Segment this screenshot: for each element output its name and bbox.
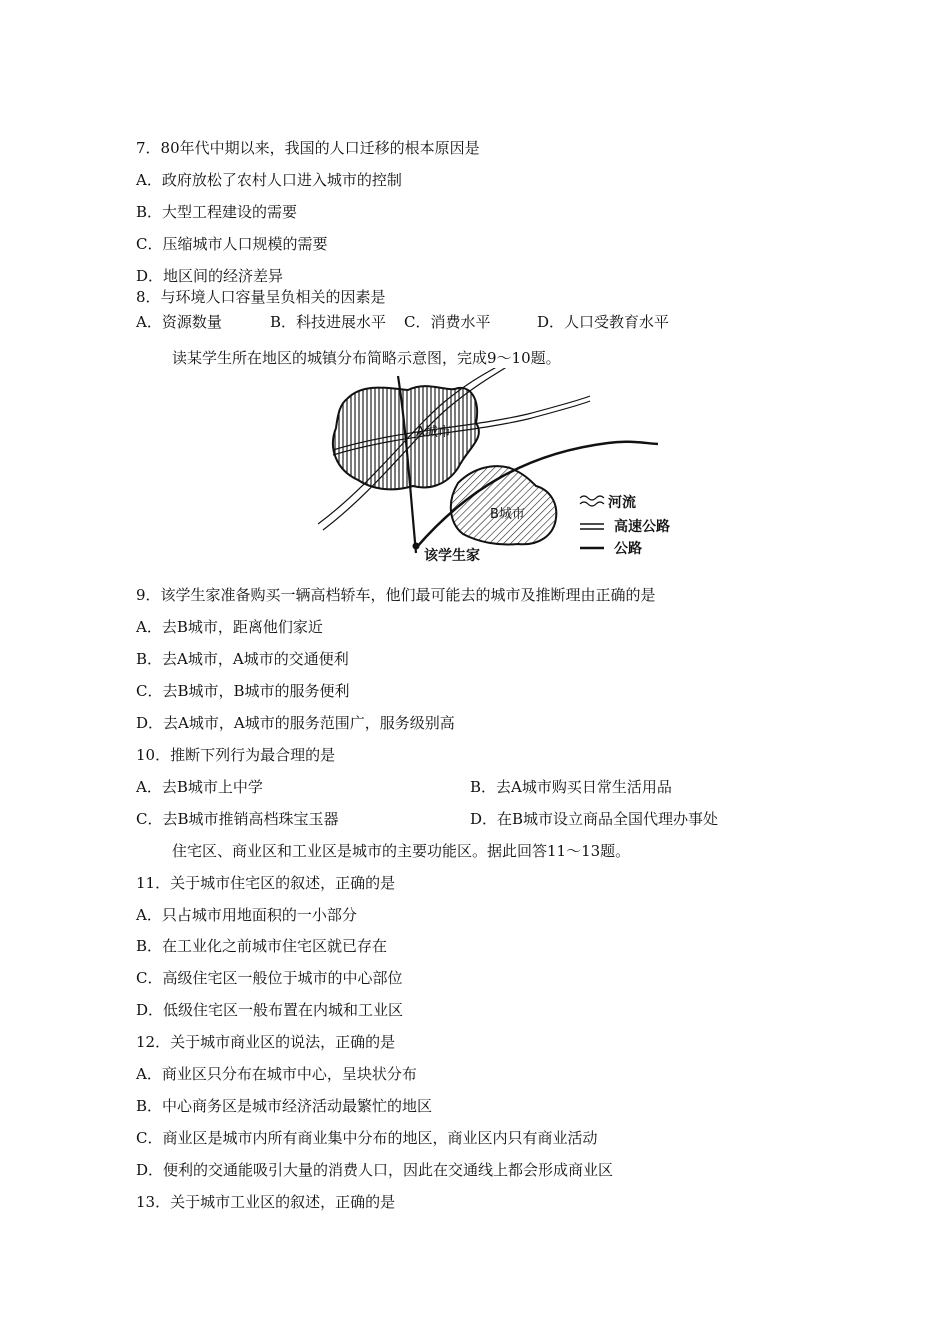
q11-option-b: B．在工业化之前城市住宅区就已存在 bbox=[136, 937, 388, 955]
q11-option-c: C．高级住宅区一般位于城市的中心部位 bbox=[136, 969, 403, 987]
q11-stem: 11．关于城市住宅区的叙述，正确的是 bbox=[136, 874, 396, 892]
city-a-label: A城市 bbox=[416, 425, 451, 440]
q10-option-b: B．去A城市购买日常生活用品 bbox=[470, 778, 672, 796]
q12-option-c: C．商业区是城市内所有商业集中分布的地区，商业区内只有商业活动 bbox=[136, 1129, 598, 1147]
q10-stem: 10．推断下列行为最合理的是 bbox=[136, 746, 336, 764]
q9-option-a: A．去B城市，距离他们家近 bbox=[136, 618, 323, 636]
q7-stem: 7．80年代中期以来，我国的人口迁移的根本原因是 bbox=[136, 139, 480, 157]
q13-stem: 13．关于城市工业区的叙述，正确的是 bbox=[136, 1193, 396, 1211]
q12-option-d: D．便利的交通能吸引大量的消费人口，因此在交通线上都会形成商业区 bbox=[136, 1161, 614, 1179]
q8-option-a: A．资源数量 bbox=[136, 313, 222, 331]
q7-option-d: D．地区间的经济差异 bbox=[136, 267, 284, 285]
city-b-area bbox=[451, 466, 556, 544]
home-dot bbox=[413, 543, 420, 550]
q9-option-d: D．去A城市，A城市的服务范围广，服务级别高 bbox=[136, 714, 455, 732]
q12-option-a: A．商业区只分布在城市中心，呈块状分布 bbox=[136, 1065, 417, 1083]
legend-road-label: 公路 bbox=[614, 541, 642, 557]
q9-option-c: C．去B城市，B城市的服务便利 bbox=[136, 682, 350, 700]
q12-option-b: B．中心商务区是城市经济活动最繁忙的地区 bbox=[136, 1097, 433, 1115]
legend-highway-label: 高速公路 bbox=[614, 519, 670, 535]
q8-option-c: C．消费水平 bbox=[404, 313, 491, 331]
q11-option-a: A．只占城市用地面积的一小部分 bbox=[136, 906, 357, 924]
q7-option-a: A．政府放松了农村人口进入城市的控制 bbox=[136, 171, 402, 189]
legend-river-label: 河流 bbox=[608, 495, 636, 511]
intro-9-10: 读某学生所在地区的城镇分布简略示意图，完成9～10题。 bbox=[172, 349, 561, 367]
q12-stem: 12．关于城市商业区的说法，正确的是 bbox=[136, 1033, 396, 1051]
q11-option-d: D．低级住宅区一般布置在内城和工业区 bbox=[136, 1001, 404, 1019]
q10-option-c: C．去B城市推销高档珠宝玉器 bbox=[136, 810, 339, 828]
q8-option-d: D．人口受教育水平 bbox=[537, 313, 670, 331]
home-label: 该学生家 bbox=[424, 548, 480, 564]
q9-stem: 9．该学生家准备购买一辆高档轿车，他们最可能去的城市及推断理由正确的是 bbox=[136, 586, 656, 604]
town-distribution-map bbox=[318, 368, 698, 568]
q10-option-d: D．在B城市设立商品全国代理办事处 bbox=[470, 810, 719, 828]
legend-river-icon bbox=[580, 496, 604, 500]
q8-option-b: B．科技进展水平 bbox=[270, 313, 387, 331]
q7-option-c: C．压缩城市人口规模的需要 bbox=[136, 235, 328, 253]
map-legend bbox=[580, 494, 670, 557]
q10-option-a: A．去B城市上中学 bbox=[136, 778, 263, 796]
q9-option-b: B．去A城市，A城市的交通便利 bbox=[136, 650, 349, 668]
city-b-label: B城市 bbox=[490, 507, 525, 522]
q7-option-b: B．大型工程建设的需要 bbox=[136, 203, 298, 221]
intro-11-13: 住宅区、商业区和工业区是城市的主要功能区。据此回答11～13题。 bbox=[172, 842, 631, 860]
q8-stem: 8．与环境人口容量呈负相关的因素是 bbox=[136, 288, 386, 306]
